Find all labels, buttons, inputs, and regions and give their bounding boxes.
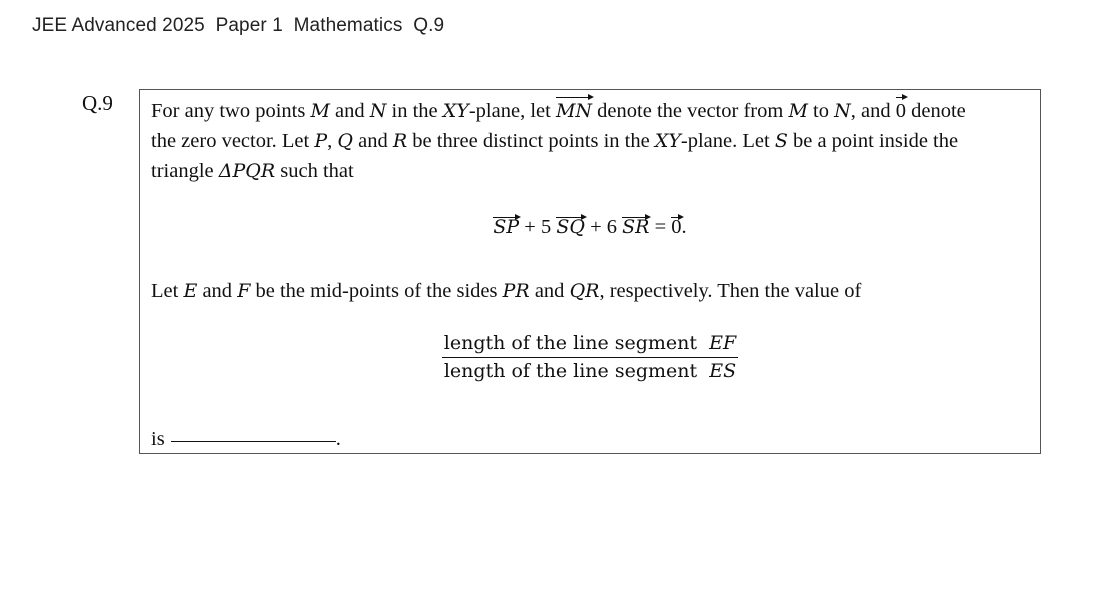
- question-box: [139, 89, 1041, 454]
- answer-blank[interactable]: [171, 441, 336, 442]
- page-header: [32, 15, 444, 37]
- statement-line-2: the zero vector. Let P, Q and R be three distinct points in the XY-plane. Let S be a point inside the: [151, 130, 959, 152]
- exam-name: JEE Advanced 2025: [32, 15, 205, 36]
- midpoint-statement: Let E and F be the mid-points of the sides PR and QR, respectively. Then the value of: [151, 280, 862, 302]
- fraction-bar: [442, 357, 738, 358]
- fraction-numerator: length of the line segment EF: [443, 332, 737, 354]
- vector-sq: SQ: [556, 216, 585, 238]
- statement-line-1: For any two points M and N in the XY-plane, let MN denote the vector from M to N, and 0 denote: [151, 96, 966, 126]
- question-number: Q.9: [82, 91, 113, 115]
- zero-vector-rhs: 0: [671, 216, 682, 238]
- vector-mn: MN: [556, 96, 592, 126]
- vector-sp: SP: [493, 216, 520, 238]
- answer-line: is .: [151, 428, 341, 450]
- subject-name: Mathematics: [293, 15, 403, 36]
- zero-vector: 0: [896, 96, 906, 126]
- question-statement: [151, 96, 966, 186]
- paper-name: Paper 1: [215, 15, 283, 36]
- vector-sr: SR: [622, 216, 650, 238]
- statement-line-3: triangle ΔPQR such that: [151, 160, 354, 182]
- ratio-fraction: [140, 332, 1040, 382]
- vector-equation: SP + 5 SQ + 6 SR = 0.: [493, 216, 687, 238]
- fraction-denominator: length of the line segment ES: [443, 360, 737, 382]
- question-id: Q.9: [413, 15, 445, 36]
